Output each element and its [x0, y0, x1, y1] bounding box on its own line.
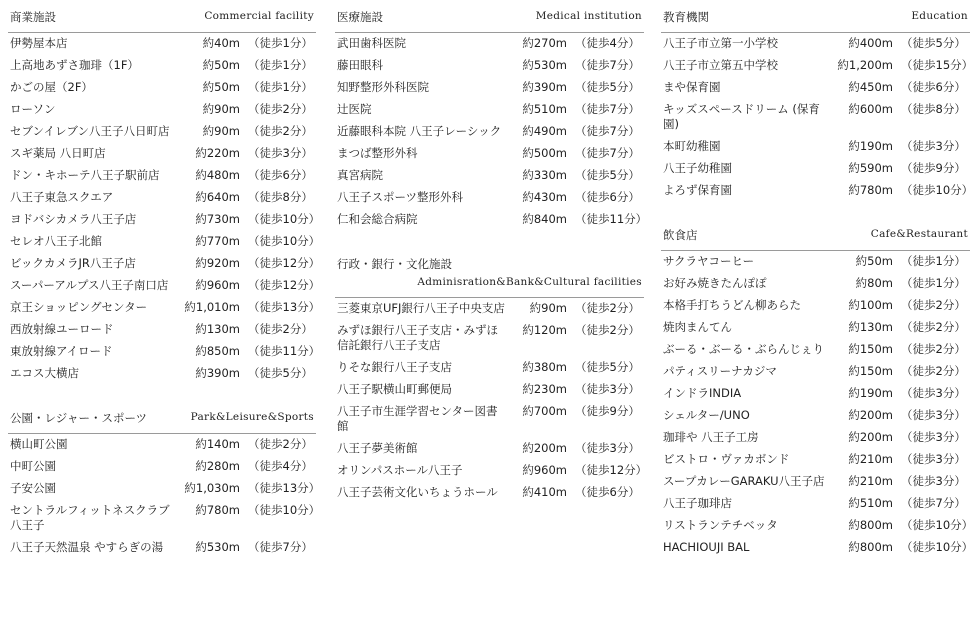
walk-time: （徒歩8分） [248, 190, 313, 204]
facility-name: スギ薬局 八日町店 [10, 146, 106, 160]
section-title-en: Commercial facility [204, 10, 314, 22]
facility-distance: 約140m [195, 437, 240, 451]
facility-distance: 約40m [202, 36, 240, 50]
facility-row [335, 357, 644, 379]
walk-time: （徒歩12分） [248, 256, 321, 270]
facility-distance: 約850m [195, 344, 240, 358]
facility-row [661, 99, 970, 136]
facility-row [8, 231, 321, 253]
facility-distance: 約510m [848, 496, 893, 510]
facility-name: オリンパスホール八王子 [337, 463, 463, 477]
facility-distance: 約90m [202, 124, 240, 138]
facility-row [8, 121, 316, 143]
facility-name: 東放射線アイロード [10, 344, 113, 358]
facility-name: 八王子幼稚園 [663, 161, 732, 175]
section-title-jp: 教育機関 [663, 10, 709, 24]
facility-row [661, 273, 970, 295]
facility-row [8, 434, 316, 456]
facility-row [8, 537, 316, 559]
facility-distance: 約770m [195, 234, 240, 248]
facility-row [335, 121, 644, 143]
facility-name: HACHIOUJI BAL [663, 540, 750, 554]
facility-distance: 約80m [855, 276, 893, 290]
facility-distance: 約330m [522, 168, 567, 182]
facility-name: お好み焼きたんぽぽ [663, 276, 767, 290]
facility-row [661, 295, 970, 317]
walk-time: （徒歩1分） [248, 80, 313, 94]
walk-time: （徒歩2分） [248, 102, 313, 116]
walk-time: （徒歩5分） [575, 168, 640, 182]
facility-distance: 約730m [195, 212, 240, 226]
facility-distance: 約50m [202, 80, 240, 94]
walk-time: （徒歩10分） [901, 518, 974, 532]
walk-time: （徒歩2分） [248, 322, 313, 336]
walk-time: （徒歩6分） [575, 190, 640, 204]
facility-distance: 約780m [848, 183, 893, 197]
facility-name: キッズスペースドリーム (保育園) [663, 102, 820, 131]
facility-row [661, 158, 970, 180]
facility-name: 八王子スポーツ整形外科 [337, 190, 464, 204]
facility-row [661, 251, 970, 273]
facility-list [8, 434, 321, 559]
facility-name: ビストロ・ヴァカボンド [663, 452, 790, 466]
facility-row [8, 143, 316, 165]
walk-time: （徒歩4分） [575, 36, 640, 50]
section-title-en: Medical institution [535, 10, 642, 22]
walk-time: （徒歩5分） [575, 80, 640, 94]
facility-row [8, 478, 321, 500]
walk-time: （徒歩5分） [248, 366, 313, 380]
facility-distance: 約150m [848, 364, 893, 378]
facility-row [661, 317, 970, 339]
section-park [8, 401, 321, 559]
facility-name: 八王子芸術文化いちょうホール [337, 485, 498, 499]
facility-distance: 約190m [848, 139, 893, 153]
facility-name: 本格手打ちうどん柳あらた [663, 298, 801, 312]
facility-name: 西放射線ユーロード [10, 322, 114, 336]
facility-row [335, 165, 644, 187]
section-title-en: Adminisration&Bank&Cultural facilities [417, 276, 642, 288]
section-header [661, 218, 970, 251]
facility-distance: 約380m [522, 360, 567, 374]
walk-time: （徒歩15分） [901, 58, 974, 72]
walk-time: （徒歩2分） [248, 437, 313, 451]
facility-name: 珈琲や 八王子工房 [663, 430, 759, 444]
walk-time: （徒歩6分） [248, 168, 313, 182]
facility-name: 子安公園 [10, 481, 56, 495]
facility-row [661, 33, 970, 55]
facility-name: 藤田眼科 [337, 58, 383, 72]
facility-distance: 約410m [522, 485, 567, 499]
facility-distance: 約600m [848, 102, 893, 116]
walk-time: （徒歩9分） [901, 161, 966, 175]
facility-name: 八王子駅横山町郵便局 [337, 382, 452, 396]
section-title-jp: 行政・銀行・文化施設 [337, 257, 452, 271]
section-medical [335, 0, 648, 231]
facility-distance: 約90m [529, 301, 567, 315]
facility-row [661, 405, 970, 427]
walk-time: （徒歩6分） [575, 485, 640, 499]
facility-row [335, 187, 644, 209]
facility-name: みずほ銀行八王子支店・みずほ信託銀行八王子支店 [337, 323, 498, 352]
section-title-en: Cafe&Restaurant [870, 228, 968, 240]
facility-distance: 約430m [522, 190, 567, 204]
facility-distance: 約270m [522, 36, 567, 50]
facility-distance: 約510m [522, 102, 567, 116]
facility-row [661, 427, 970, 449]
walk-time: （徒歩2分） [901, 364, 966, 378]
section-commercial [8, 0, 321, 385]
facility-distance: 約50m [202, 58, 240, 72]
facility-row [661, 55, 974, 77]
facility-row [661, 339, 970, 361]
facility-list [335, 33, 648, 231]
facility-distance: 約1,010m [184, 300, 240, 314]
facility-name: スープカレーGARAKU八王子店 [663, 474, 825, 488]
facility-distance: 約230m [522, 382, 567, 396]
facility-distance: 約920m [195, 256, 240, 270]
facility-distance: 約780m [195, 503, 240, 517]
column-right [661, 0, 974, 575]
facility-distance: 約530m [195, 540, 240, 554]
section-header [8, 401, 316, 434]
walk-time: （徒歩10分） [248, 234, 321, 248]
facility-distance: 約590m [848, 161, 893, 175]
facility-distance: 約1,030m [184, 481, 240, 495]
facility-row [8, 55, 316, 77]
walk-time: （徒歩11分） [575, 212, 648, 226]
facility-name: よろず保育園 [663, 183, 732, 197]
facility-row [335, 298, 644, 320]
walk-time: （徒歩5分） [901, 36, 966, 50]
facility-name: 八王子夢美術館 [337, 441, 418, 455]
facility-row [8, 77, 316, 99]
walk-time: （徒歩10分） [901, 183, 974, 197]
facility-name: 八王子東急スクエア [10, 190, 114, 204]
facility-row [335, 460, 648, 482]
facility-row [335, 33, 644, 55]
walk-time: （徒歩2分） [901, 298, 966, 312]
facility-row [661, 537, 974, 559]
facility-row [8, 341, 321, 363]
facility-distance: 約150m [848, 342, 893, 356]
facility-distance: 約210m [848, 474, 893, 488]
facility-row [8, 319, 316, 341]
walk-time: （徒歩10分） [248, 212, 321, 226]
facility-list [661, 33, 974, 202]
facility-row [661, 493, 970, 515]
walk-time: （徒歩8分） [901, 102, 966, 116]
facility-name: 三菱東京UFJ銀行八王子中央支店 [337, 301, 505, 315]
facility-name: 横山町公園 [10, 437, 68, 451]
facility-distance: 約220m [195, 146, 240, 160]
facility-distance: 約450m [848, 80, 893, 94]
facility-distance: 約210m [848, 452, 893, 466]
facility-row [661, 471, 970, 493]
facility-distance: 約390m [195, 366, 240, 380]
facility-distance: 約100m [848, 298, 893, 312]
facility-distance: 約280m [195, 459, 240, 473]
facility-name: 知野整形外科医院 [337, 80, 429, 94]
facility-name: ローソン [10, 102, 56, 116]
facility-name: 辻医院 [337, 102, 372, 116]
facility-name: まや保育園 [663, 80, 721, 94]
walk-time: （徒歩10分） [901, 540, 974, 554]
facility-distance: 約490m [522, 124, 567, 138]
facility-row [661, 136, 970, 158]
facility-row [8, 500, 321, 537]
facility-name: ヨドバシカメラ八王子店 [10, 212, 137, 226]
walk-time: （徒歩3分） [901, 430, 966, 444]
walk-time: （徒歩6分） [901, 80, 966, 94]
section-header [335, 0, 644, 33]
walk-time: （徒歩7分） [575, 124, 640, 138]
walk-time: （徒歩2分） [248, 124, 313, 138]
facility-distance: 約90m [202, 102, 240, 116]
walk-time: （徒歩3分） [901, 474, 966, 488]
facility-row [8, 363, 316, 385]
facility-name: 近藤眼科本院 八王子レーシック [337, 124, 502, 138]
facility-distance: 約1,200m [837, 58, 893, 72]
walk-time: （徒歩1分） [248, 36, 313, 50]
walk-time: （徒歩3分） [901, 452, 966, 466]
walk-time: （徒歩1分） [248, 58, 313, 72]
facility-distance: 約190m [848, 386, 893, 400]
facility-row [661, 383, 970, 405]
facility-row [335, 143, 644, 165]
facility-row [8, 33, 316, 55]
facility-name: 八王子珈琲店 [663, 496, 732, 510]
facility-name: エコス大横店 [10, 366, 79, 380]
walk-time: （徒歩2分） [575, 301, 640, 315]
facility-row [335, 320, 644, 357]
facility-row [335, 209, 648, 231]
walk-time: （徒歩9分） [575, 404, 640, 418]
facility-name: 八王子天然温泉 やすらぎの湯 [10, 540, 164, 554]
facility-distance: 約800m [848, 540, 893, 554]
facility-name: まつば整形外科 [337, 146, 418, 160]
walk-time: （徒歩11分） [248, 344, 321, 358]
facility-row [661, 180, 974, 202]
facility-distance: 約400m [848, 36, 893, 50]
walk-time: （徒歩1分） [901, 254, 966, 268]
facility-row [661, 515, 974, 537]
section-title-jp: 飲食店 [663, 228, 698, 242]
walk-time: （徒歩13分） [248, 300, 321, 314]
facility-row [335, 77, 644, 99]
section-education [661, 0, 974, 202]
facility-name: 上高地あずさ珈琲（1F） [10, 58, 139, 72]
facility-distance: 約50m [855, 254, 893, 268]
facility-distance: 約130m [848, 320, 893, 334]
facility-distance: 約390m [522, 80, 567, 94]
facility-name: インドラINDIA [663, 386, 742, 400]
walk-time: （徒歩2分） [575, 323, 640, 337]
walk-time: （徒歩12分） [575, 463, 648, 477]
facility-name: 中町公園 [10, 459, 56, 473]
walk-time: （徒歩7分） [901, 496, 966, 510]
walk-time: （徒歩2分） [901, 320, 966, 334]
facility-row [8, 187, 316, 209]
facility-name: 八王子市立第一小学校 [663, 36, 778, 50]
facility-list [335, 298, 648, 504]
facility-list [661, 251, 974, 559]
section-title-jp: 医療施設 [337, 10, 383, 24]
facility-distance: 約530m [522, 58, 567, 72]
facility-name: 八王子市立第五中学校 [663, 58, 778, 72]
facility-name: ドン・キホーテ八王子駅前店 [10, 168, 160, 182]
section-food [661, 218, 974, 559]
facility-name: シェルター/UNO [663, 408, 750, 422]
walk-time: （徒歩2分） [901, 342, 966, 356]
facility-name: セレオ八王子北館 [10, 234, 102, 248]
facility-distance: 約200m [522, 441, 567, 455]
facility-row [8, 275, 321, 297]
facility-name: セブンイレブン八王子八日町店 [10, 124, 170, 138]
walk-time: （徒歩1分） [901, 276, 966, 290]
column-left [8, 0, 321, 575]
walk-time: （徒歩3分） [901, 139, 966, 153]
facility-row [661, 361, 970, 383]
facility-row [8, 253, 321, 275]
facility-distance: 約640m [195, 190, 240, 204]
section-header [335, 247, 644, 298]
facility-row [335, 482, 644, 504]
section-header [8, 0, 316, 33]
walk-time: （徒歩3分） [901, 386, 966, 400]
facility-name: 本町幼稚園 [663, 139, 721, 153]
facility-row [335, 379, 644, 401]
facility-row [661, 77, 970, 99]
walk-time: （徒歩7分） [575, 146, 640, 160]
facility-name: 武田歯科医院 [337, 36, 406, 50]
walk-time: （徒歩7分） [575, 58, 640, 72]
facility-distance: 約960m [522, 463, 567, 477]
walk-time: （徒歩4分） [248, 459, 313, 473]
walk-time: （徒歩3分） [575, 441, 640, 455]
facility-row [335, 401, 644, 438]
facility-name: ぶーる・ぶーる・ぶらんじぇり [663, 342, 824, 356]
facility-row [8, 209, 321, 231]
facility-name: パティスリーナカジマ [663, 364, 777, 378]
walk-time: （徒歩3分） [575, 382, 640, 396]
section-title-jp: 商業施設 [10, 10, 56, 24]
facility-name: セントラルフィットネスクラブ八王子 [10, 503, 170, 532]
facility-name: サクラヤコーヒー [663, 254, 755, 268]
facility-name: 真宮病院 [337, 168, 383, 182]
facility-distance: 約840m [522, 212, 567, 226]
section-header [661, 0, 970, 33]
facility-name: ビックカメラJR八王子店 [10, 256, 136, 270]
facility-row [8, 297, 321, 319]
section-title-jp: 公園・レジャー・スポーツ [10, 411, 148, 425]
facility-distance: 約480m [195, 168, 240, 182]
walk-time: （徒歩10分） [248, 503, 321, 517]
facility-distance: 約960m [195, 278, 240, 292]
facility-row [8, 165, 316, 187]
facility-row [661, 449, 970, 471]
facility-name: 仁和会総合病院 [337, 212, 418, 226]
facility-row [335, 438, 644, 460]
walk-time: （徒歩7分） [575, 102, 640, 116]
column-middle [335, 0, 648, 520]
walk-time: （徒歩5分） [575, 360, 640, 374]
walk-time: （徒歩12分） [248, 278, 321, 292]
facility-distance: 約800m [848, 518, 893, 532]
facility-row [8, 99, 316, 121]
facility-name: かごの屋（2F） [10, 80, 93, 94]
walk-time: （徒歩3分） [901, 408, 966, 422]
facility-name: 八王子市生涯学習センター図書館 [337, 404, 498, 433]
facility-name: 伊勢屋本店 [10, 36, 68, 50]
walk-time: （徒歩7分） [248, 540, 313, 554]
facility-row [335, 55, 644, 77]
facility-name: 焼肉まんてん [663, 320, 732, 334]
section-admin [335, 247, 648, 504]
facility-distance: 約200m [848, 408, 893, 422]
facility-name: スーパーアルプス八王子南口店 [10, 278, 169, 292]
facility-name: 京王ショッピングセンター [10, 300, 148, 314]
facility-distance: 約500m [522, 146, 567, 160]
facility-name: リストランテチベッタ [663, 518, 778, 532]
section-title-en: Education [911, 10, 968, 22]
facility-row [335, 99, 644, 121]
facility-row [8, 456, 316, 478]
walk-time: （徒歩3分） [248, 146, 313, 160]
facility-name: りそな銀行八王子支店 [337, 360, 452, 374]
facility-distance: 約120m [522, 323, 567, 337]
facility-list [8, 33, 321, 385]
facility-distance: 約130m [195, 322, 240, 336]
facility-distance: 約200m [848, 430, 893, 444]
section-title-en: Park&Leisure&Sports [190, 411, 314, 423]
walk-time: （徒歩13分） [248, 481, 321, 495]
facility-distance: 約700m [522, 404, 567, 418]
